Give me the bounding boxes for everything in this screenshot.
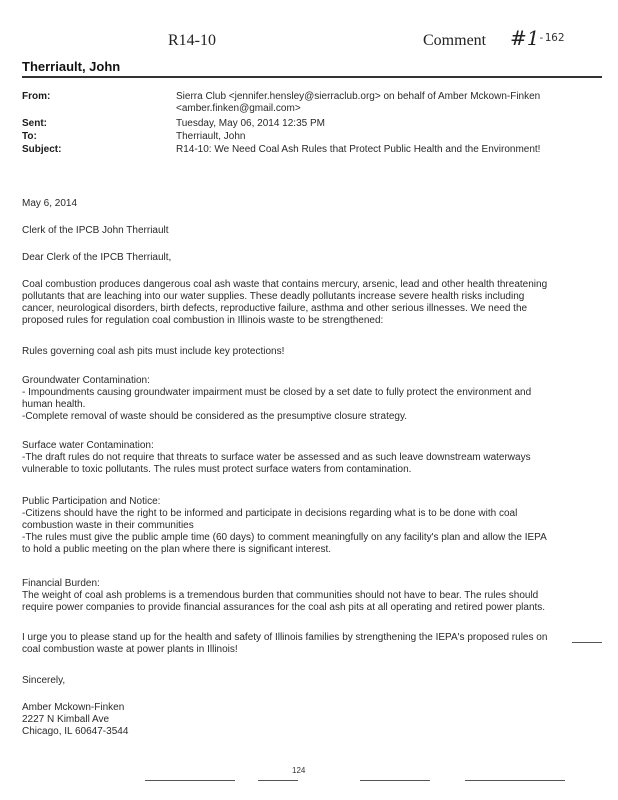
- footer-scan-line: [145, 780, 235, 781]
- rules-intro: Rules governing coal ash pits must include key protections!: [22, 346, 285, 357]
- subject-label: Subject:: [22, 144, 62, 155]
- signature-street: 2227 N Kimball Ave: [22, 714, 110, 725]
- financial-section: [22, 578, 612, 614]
- to-label: To:: [22, 131, 37, 142]
- section-line: require power companies to provide financial assurances for the coal ash pits at all operating and retired power plants.: [22, 602, 546, 613]
- intro-line: Coal combustion produces dangerous coal ash waste that contains mercury, arsenic, lead and other health threatening: [22, 279, 548, 290]
- section-line: human health.: [22, 399, 86, 410]
- sender-name: Therriault, John: [22, 59, 121, 74]
- intro-line: proposed rules for regulation coal combustion in Illinois waste to be strengthened:: [22, 315, 384, 326]
- sent-value: Tuesday, May 06, 2014 12:35 PM: [176, 118, 325, 129]
- from-label: From:: [22, 91, 51, 102]
- intro-line: cancer, neurological disorders, birth defects, reproductive failure, asthma and other serious illnesses. We need the: [22, 303, 528, 314]
- signoff: Sincerely,: [22, 675, 66, 686]
- section-line: -Complete removal of waste should be considered as the presumptive closure strategy.: [22, 411, 408, 422]
- section-line: -The draft rules do not require that threats to surface water be assessed and as such leave downstream waterways: [22, 452, 531, 463]
- section-line: - Impoundments causing groundwater impairment must be closed by a set date to fully protect the environment and: [22, 387, 532, 398]
- section-line: The weight of coal ash problems is a tremendous burden that communities should not have to bear. The rules should: [22, 590, 539, 601]
- closing-paragraph: [22, 632, 612, 656]
- from-value-line2: <amber.finken@gmail.com>: [176, 103, 301, 114]
- section-line: combustion waste in their communities: [22, 520, 194, 531]
- section-heading: Financial Burden:: [22, 578, 100, 589]
- footer-scan-line: [258, 780, 298, 781]
- footer-scan-line: [465, 780, 565, 781]
- comment-number-suffix: -162: [538, 31, 565, 44]
- subject-value: R14-10: We Need Coal Ash Rules that Protect Public Health and the Environment!: [176, 144, 541, 155]
- from-value-line1: Sierra Club <jennifer.hensley@sierraclub.org> on behalf of Amber Mckown-Finken: [176, 91, 541, 102]
- header-divider: [22, 76, 602, 78]
- letter-recipient: Clerk of the IPCB John Therriault: [22, 225, 169, 236]
- intro-line: pollutants that are leaching into our water supplies. These deadly pollutants increase severe health risks including: [22, 291, 525, 302]
- comment-number-handwritten: #1: [510, 26, 540, 50]
- docket-number: R14-10: [168, 32, 216, 49]
- footer-scan-line: [360, 780, 430, 781]
- letter-date: May 6, 2014: [22, 198, 78, 209]
- participation-section: [22, 496, 612, 556]
- closing-line: I urge you to please stand up for the health and safety of Illinois families by strengthening the IEPA's proposed rules on: [22, 632, 548, 643]
- surface-water-section: [22, 440, 606, 476]
- signature-name: Amber Mckown-Finken: [22, 702, 125, 713]
- sent-label: Sent:: [22, 118, 47, 129]
- to-value: Therriault, John: [176, 131, 246, 142]
- closing-line: coal combustion waste at power plants in Illinois!: [22, 644, 238, 655]
- page-number: 124: [292, 766, 306, 775]
- signature-block: [22, 702, 128, 738]
- section-line: -Citizens should have the right to be informed and participate in decisions regarding what is to be done with coal: [22, 508, 518, 519]
- section-heading: Public Participation and Notice:: [22, 496, 161, 507]
- signature-city: Chicago, IL 60647-3544: [22, 726, 129, 737]
- section-heading: Surface water Contamination:: [22, 440, 154, 451]
- comment-label: Comment: [423, 32, 487, 49]
- section-heading: Groundwater Contamination:: [22, 375, 150, 386]
- section-line: -The rules must give the public ample time (60 days) to comment meaningfully on any facility's plan and allow the IEPA: [22, 532, 547, 543]
- intro-paragraph: [22, 279, 606, 327]
- letter-salutation: Dear Clerk of the IPCB Therriault,: [22, 252, 172, 263]
- groundwater-section: [22, 375, 606, 423]
- section-line: vulnerable to toxic pollutants. The rules must protect surface waters from contamination.: [22, 464, 412, 475]
- section-line: to hold a public meeting on the plan where there is significant interest.: [22, 544, 332, 555]
- scan-artifact-line: [572, 642, 602, 643]
